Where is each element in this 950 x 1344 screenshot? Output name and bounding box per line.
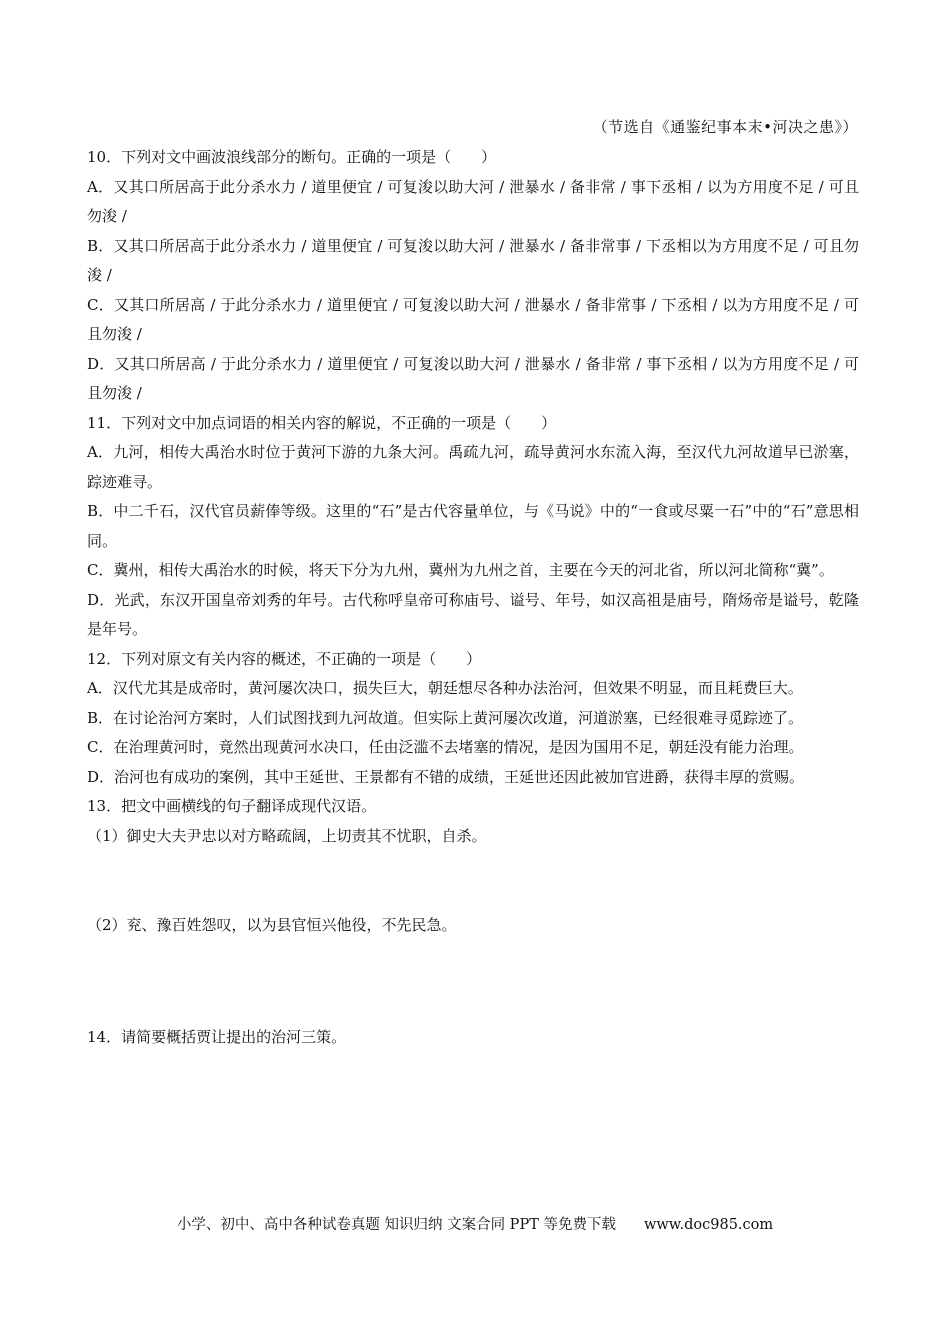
- answer-space-2: [87, 941, 859, 1023]
- question-13: [87, 792, 859, 1023]
- question-10-option-b: B．又其口所居高于此分杀水力 / 道里便宜 / 可复浚以助大河 / 泄暴水 / 备非常事 / 下丞相以为方用度不足 / 可且勿浚 /: [87, 236, 859, 284]
- answer-space-1: [87, 851, 859, 911]
- question-12-stem: 12．下列对原文有关内容的概述，不正确的一项是（ ）: [87, 649, 482, 668]
- source-note: （节选自《通鉴纪事本末•河决之患》）: [592, 118, 858, 136]
- question-11: [87, 409, 859, 645]
- question-13-part-1: （1）御史大夫尹忠以对方略疏阔，上切责其不忧职，自杀。: [87, 826, 487, 845]
- question-10-option-d: D．又其口所居高 / 于此分杀水力 / 道里便宜 / 可复浚以助大河 / 泄暴水 / 备非常 / 事下丞相 / 以为方用度不足 / 可且勿浚 /: [87, 354, 859, 402]
- question-12-option-c: C．在治理黄河时，竟然出现黄河水决口，任由泛滥不去堵塞的情况，是因为国用不足，朝廷没有能力治理。: [87, 738, 804, 756]
- question-11-stem: 11．下列对文中加点词语的相关内容的解说，不正确的一项是（ ）: [87, 413, 557, 432]
- question-10-option-c: C．又其口所居高 / 于此分杀水力 / 道里便宜 / 可复浚以助大河 / 泄暴水 / 备非常事 / 下丞相 / 以为方用度不足 / 可且勿浚 /: [87, 295, 859, 343]
- question-14: [87, 1023, 859, 1053]
- question-12: [87, 645, 859, 793]
- question-12-option-d: D．治河也有成功的案例，其中王延世、王景都有不错的成绩，王延世还因此被加官进爵，获得丰厚的赏赐。: [87, 767, 805, 786]
- question-12-option-b: B．在讨论治河方案时，人们试图找到九河故道。但实际上黄河屡次改道，河道淤塞，已经很难寻觅踪迹了。: [87, 708, 804, 727]
- question-12-option-a: A．汉代尤其是成帝时，黄河屡次决口，损失巨大，朝廷想尽各种办法治河，但效果不明显，而且耗费巨大。: [87, 679, 803, 697]
- question-13-stem: 13．把文中画横线的句子翻译成现代汉语。: [87, 797, 377, 815]
- question-10: [87, 143, 859, 409]
- question-14-stem: 14．请简要概括贾让提出的治河三策。: [87, 1027, 347, 1046]
- footer-text: 小学、初中、高中各种试卷真题 知识归纳 文案合同 PPT 等免费下载: [176, 1217, 616, 1233]
- question-13-part-2: （2）兖、豫百姓怨叹，以为县官恒兴他役，不先民急。: [87, 916, 457, 934]
- page-footer: [0, 1213, 950, 1234]
- question-10-stem: 10．下列对文中画波浪线部分的断句。正确的一项是（ ）: [87, 148, 497, 166]
- question-11-option-d: D．光武，东汉开国皇帝刘秀的年号。古代称呼皇帝可称庙号、谥号、年号，如汉高祖是庙号，隋炀帝是谥号，乾隆是年号。: [87, 590, 859, 638]
- question-11-option-a: A．九河，相传大禹治水时位于黄河下游的九条大河。禹疏九河，疏导黄河水东流入海，至汉代九河故道早已淤塞，踪迹难寻。: [87, 443, 859, 491]
- question-11-option-b: B．中二千石，汉代官员薪俸等级。这里的“石”是古代容量单位，与《马说》中的“一食或尽粟一石”中的“石”意思相同。: [87, 502, 859, 550]
- question-10-option-a: A．又其口所居高于此分杀水力 / 道里便宜 / 可复浚以助大河 / 泄暴水 / 备非常 / 事下丞相 / 以为方用度不足 / 可且勿浚 /: [87, 177, 859, 225]
- question-11-option-c: C．冀州，相传大禹治水的时候，将天下分为九州，冀州为九州之首，主要在今天的河北省，所以河北简称“冀”。: [87, 561, 834, 579]
- question-body: [87, 143, 859, 1052]
- footer-site-link[interactable]: www.doc985.com: [643, 1217, 774, 1233]
